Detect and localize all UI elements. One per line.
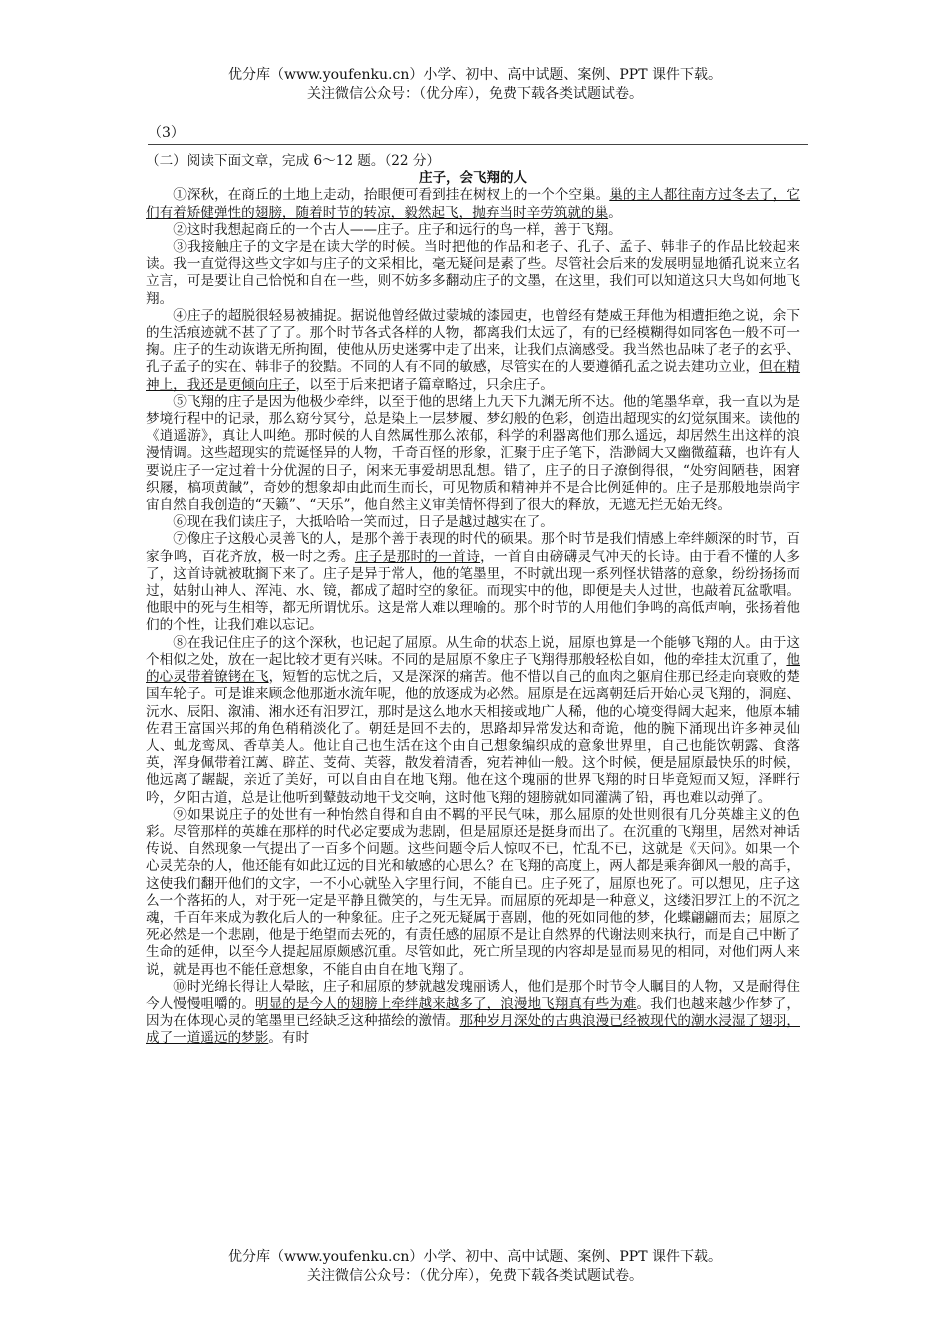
article-paragraph [146, 394, 800, 514]
question-3-answer-line [148, 124, 808, 145]
paragraph-text: ⑨如果说庄子的处世有一种怡然自得和自由不羁的平民气味，那么屈原的处世则很有几分英雄主义的色彩。尽管那样的英雄在那样的时代必定要成为悲剧，但是屈原还是挺身而出了。在沉重的飞翔里，居然对神话传说、自然现象一气提出了一百多个问题。这些问题令后人惊叹不已，忙乱不已，这就是《天问》。如果一个心灵芜杂的人，他还能有如此辽远的目光和敏感的心思么？在飞翔的高度上，两人都是乘奔御风一般的高手，这使我们翻开他们的文字，一不小心就坠入字里行间，不能自已。庄子死了，屈原也死了。可以想见，庄子这么一个落拓的人，对于死一定是平静且微笑的，与生无异。而屈原的死却是一种意义，这缕汨罗江上的不沉之魂，千百年来成为教化后人的一种象征。庄子之死无疑属于喜剧，他的死如同他的梦，化蝶翩翩而去；屈原之死必然是一个悲剧，他是于绝望而去死的，有责任感的屈原不是让自然界的代谢法则来执行，而是自己中断了生命的延伸，以至今人提起屈原颇感沉重。尽管如此，死亡所呈现的内容却是显而易见的相同，对他们两人来说，就是再也不能任意想象，不能自由自在地飞翔了。 [146, 806, 800, 978]
article-paragraph [146, 531, 800, 634]
underlined-sentence: 那种岁月深处的古典浪漫已经被现代的潮水浸湿了翅羽，成了一道遥远的梦影 [146, 1013, 800, 1047]
underlined-sentence: 但在精神上，我还是更倾向庄子 [146, 359, 801, 393]
reading-section [146, 153, 800, 1048]
paragraph-text: ⑩时光绵长得让人晕眩，庄子和屈原的梦就越发瑰丽诱人，他们是那个时节令人瞩目的人物，又是耐得住今人慢慢咀嚼的。 [146, 978, 800, 1012]
paragraph-text: 。我们也越来越少作梦了，因为在体现心灵的笔墨里已经缺乏这种描绘的激情。 [146, 995, 801, 1030]
article-paragraph [146, 807, 800, 979]
page-header [0, 66, 950, 104]
article-paragraph [146, 979, 800, 1048]
paragraph-text: ，一首自由磅礴灵气冲天的长诗。由于看不懂的人多了，这首诗就被耽搁下来了。庄子是异于常人，他的笔墨里，不时就出现一系列怪状错落的意象，纷纷扬扬而过，姑射山神人、浑沌、水、镜，都成了超时空的象征。而现实中的他，即便是夫人过世，也敲着瓦盆歌唱。他眼中的死与生相等，都无所谓忧乐。这是常人难以理喻的。那个时节的人用他们争鸣的高低声响，张扬着他们的个性，让我们难以忘记。 [146, 548, 800, 634]
underlined-sentence: 庄子是那时的一首诗 [354, 548, 481, 565]
footer-line-1: 优分库（www.youfenku.cn）小学、初中、高中试题、案例、PPT 课件下载。 [227, 1249, 722, 1265]
paragraph-text: ，以至于后来把诸子篇章略过，只余庄子。 [295, 376, 554, 393]
article-paragraph [146, 514, 800, 531]
article-paragraph [146, 239, 800, 308]
page-footer [0, 1248, 950, 1286]
header-line-1: 优分库（www.youfenku.cn）小学、初中、高中试题、案例、PPT 课件下载。 [227, 67, 722, 83]
underlined-sentence: 巢的主人都往南方过冬去了，它们有着矫健弹性的翅膀，随着时节的转凉，毅然起飞，抛弃当时辛劳筑就的巢 [146, 187, 801, 221]
paragraph-text: ⑧在我记住庄子的这个深秋，也记起了屈原。从生命的状态上说，屈原也算是一个能够飞翔的人。由于这个相似之处，放在一起比较才更有兴味。不同的是屈原不象庄子飞翔得那般轻松自如，他的牵挂太沉重了， [146, 634, 800, 668]
paragraph-text: ②这时我想起商丘的一个古人——庄子。庄子和远行的鸟一样，善于飞翔。 [173, 221, 622, 238]
paragraph-text: ③我接触庄子的文字是在读大学的时候。当时把他的作品和老子、孔子、孟子、韩非子的作品比较起来读。我一直觉得这些文字如与庄子的文采相比，毫无疑问是素了些。尽管社会后来的发展明显地循孔说来立名立言，可是要让自己恰悦和自在一些，则不妨多多翻动庄子的文墨，在这里，我们可以知道这只大鸟如何地飞翔。 [146, 239, 800, 307]
paragraph-text: ⑥现在我们读庄子，大抵哈哈一笑而过，日子是越过越实在了。 [173, 514, 554, 531]
paragraph-text: ，短暂的忘忧之后，又是深深的痛苦。他不惜以自己的血肉之躯肩住那已经走向衰败的楚国车轮子。可是谁来顾念他那逝水流年呢，他的放逐成为必然。屈原是在远离朝廷后开始心灵飞翔的，洞庭、沅水、辰阳、溆浦、湘水还有汨罗江，那时是这么地水天相接或地广人稀，他的心境变得阔大起来，他原本辅佐君王富国兴邦的角色稍稍淡化了。朝廷是回不去的，思路却异常发达和奇诡，他的腕下涌现出许多神灵仙人、虬龙鸾凤、香草美人。他让自己也生活在这个由自己想象编织成的意象世界里，自己也能饮朝露、食落英，浑身佩带着江蓠、辟芷、芰荷、芙蓉，散发着清香，宛若神仙一般。这个时候，便是屈原最快乐的时候，他远离了龌龊，亲近了美好，可以自由自在地飞翔。他在这个瑰丽的世界飞翔的时日毕竟短而又短，泽畔行吟，夕阳古道，总是让他听到鼙鼓动地干戈交响，这时他飞翔的翅膀就如同灌满了铅，再也难以动弹了。 [146, 669, 801, 806]
article-paragraph [146, 308, 800, 394]
paragraph-text: ⑦像庄子这般心灵善飞的人，是那个善于表现的时代的硕果。那个时节是我们情感上牵绊颇深的时节，百家争鸣，百花齐放，极一时之秀。 [146, 531, 800, 565]
section-instructions: （二）阅读下面文章，完成 6～12 题。（22 分） [146, 153, 441, 169]
article-body [146, 187, 800, 1047]
paragraph-text: ④庄子的超脱很轻易被捕捉。据说他曾经做过蒙城的漆园吏，也曾经有楚威王拜他为相遭拒绝之说，余下的生活痕迹就不甚了了了。那个时节各式各样的人物，都离我们太远了，有的已经模糊得如同客色一般不可一掬。庄子的生动诙谐无所拘囿，使他从历史迷雾中走了出来，让我们点滴感受。我当然也品味了老子的玄乎、孔子孟子的实在、韩非子的狡黠。不同的人有不同的敏感，尽管实在的人要遵循孔孟之说去建功立业， [146, 307, 800, 376]
paragraph-text: 。 [608, 204, 622, 221]
article-paragraph [146, 222, 800, 239]
underlined-sentence: 他的心灵带着镣铐在飞 [146, 651, 800, 686]
paragraph-text: ①深秋，在商丘的土地上走动，抬眼便可看到挂在树杈上的一个个空巢。 [173, 187, 610, 204]
question-3-label: （3） [148, 125, 185, 141]
paragraph-text: ⑤飞翔的庄子是因为他极少牵绊，以至于他的思绪上九天下九渊无所不达。他的笔墨华章，我一直以为是梦境行程中的记录，那么窈兮冥兮，总是染上一层梦履、梦幻般的色彩，创造出超现实的幻觉氛围来。读他的《逍遥游》，真让人叫绝。那时候的人自然属性那么浓郁，科学的利器离他们那么遥远，却居然生出这样的浪漫情调。这些超现实的荒诞怪异的人物，千奇百怪的形象，汇聚于庄子笔下，浩渺阔大又幽微蕴藉，也许有人要说庄子一定过着十分优渥的日子，闲来无事爱胡思乱想。错了，庄子的日子潦倒得很，“处穷闾陋巷，困窘织屦，槁项黄馘”，奇妙的想象却由此而生而长，可见物质和精神并不是合比例延伸的。庄子是那般地崇尚宇宙自然自我创造的“天籁”、“天乐”，他自然主义审美情怀得到了很大的释放，无遮无拦无始无终。 [146, 393, 800, 514]
article-title: 庄子，会飞翔的人 [419, 170, 527, 187]
footer-line-2: 关注微信公众号：（优分库），免费下载各类试题试卷。 [307, 1268, 643, 1284]
article-paragraph [146, 635, 800, 807]
paragraph-text: 。有时 [268, 1030, 310, 1047]
header-line-2: 关注微信公众号：（优分库），免费下载各类试题试卷。 [307, 86, 643, 102]
article-paragraph [146, 187, 800, 221]
underlined-sentence: 明显的是今人的翅膀上牵绊越来越多了，浪漫地飞翔真有些为难 [255, 995, 637, 1012]
